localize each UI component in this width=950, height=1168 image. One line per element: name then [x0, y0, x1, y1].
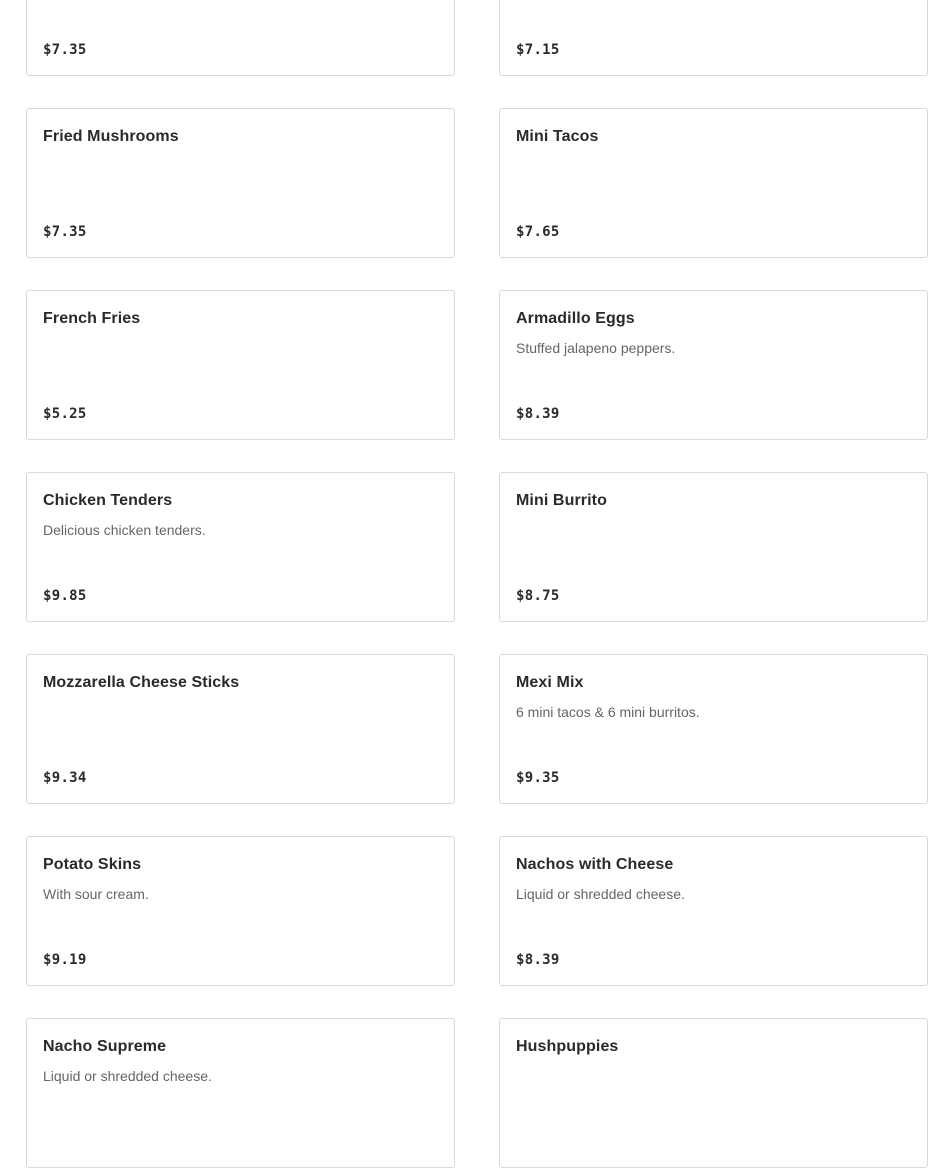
menu-item-card[interactable] — [499, 654, 928, 804]
menu-item-price: $8.39 — [516, 952, 560, 968]
menu-item-name: Nacho Supreme — [43, 1038, 167, 1055]
menu-item-card[interactable] — [499, 290, 928, 440]
menu-item-name: Mexi Mix — [516, 674, 584, 691]
menu-item-card[interactable] — [26, 836, 455, 986]
menu-item-card[interactable] — [499, 472, 928, 622]
menu-item-name: Armadillo Eggs — [516, 310, 635, 327]
menu-item-card[interactable] — [499, 836, 928, 986]
menu-item-price: $5.25 — [43, 406, 87, 422]
menu-item-description: Delicious chicken tenders. — [43, 522, 206, 538]
menu-item-name: Hushpuppies — [516, 1038, 619, 1055]
menu-item-card[interactable] — [26, 1018, 455, 1168]
menu-item-price: $7.65 — [516, 224, 560, 240]
menu-item-price: $7.35 — [43, 42, 87, 58]
menu-item-price: $7.35 — [43, 224, 87, 240]
menu-item-description: Stuffed jalapeno peppers. — [516, 340, 676, 356]
menu-item-name: French Fries — [43, 310, 141, 327]
menu-item-card[interactable] — [26, 472, 455, 622]
menu-item-name: Nachos with Cheese — [516, 856, 674, 873]
menu-item-name: Mini Burrito — [516, 492, 607, 509]
menu-item-name: Mozzarella Cheese Sticks — [43, 674, 240, 691]
menu-item-price: $8.75 — [516, 588, 560, 604]
menu-item-description: Liquid or shredded cheese. — [516, 886, 685, 902]
menu-item-description: With sour cream. — [43, 886, 149, 902]
menu-item-description: 6 mini tacos & 6 mini burritos. — [516, 704, 700, 720]
menu-item-card[interactable] — [499, 108, 928, 258]
menu-item-name: Chicken Tenders — [43, 492, 173, 509]
menu-items-grid — [26, 0, 928, 1168]
menu-item-price: $8.39 — [516, 406, 560, 422]
menu-item-card[interactable] — [26, 654, 455, 804]
menu-item-card[interactable] — [499, 0, 928, 76]
menu-item-card[interactable] — [26, 108, 455, 258]
menu-item-card[interactable] — [26, 290, 455, 440]
menu-item-name: Fried Mushrooms — [43, 128, 179, 145]
menu-item-price: $9.19 — [43, 952, 87, 968]
menu-item-name: Potato Skins — [43, 856, 142, 873]
menu-item-card[interactable] — [499, 1018, 928, 1168]
menu-item-price: $9.85 — [43, 588, 87, 604]
menu-item-description: Liquid or shredded cheese. — [43, 1068, 212, 1084]
menu-item-price: $9.35 — [516, 770, 560, 786]
menu-item-price: $9.34 — [43, 770, 87, 786]
menu-item-name: Mini Tacos — [516, 128, 599, 145]
menu-item-price: $7.15 — [516, 42, 560, 58]
menu-item-card[interactable] — [26, 0, 455, 76]
